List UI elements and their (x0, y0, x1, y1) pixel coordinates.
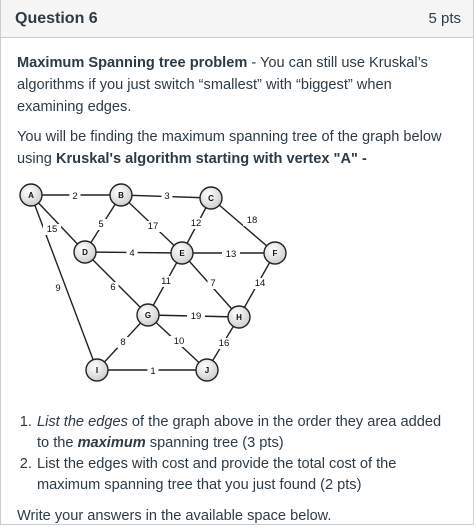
node-label-J: J (204, 366, 210, 375)
instruction-1-emphasis: List the edges (37, 414, 128, 430)
edge-weight-A-B: 2 (72, 191, 78, 202)
node-H (228, 306, 250, 328)
edge-weight-D-E: 4 (129, 248, 135, 259)
graph-svg (13, 176, 313, 398)
node-G (137, 304, 159, 326)
node-B (110, 184, 132, 206)
edge-weight-B-E: 17 (147, 221, 159, 232)
edge-weight-C-E: 12 (190, 218, 202, 229)
node-label-I: I (95, 366, 99, 375)
task-prefix: You will be finding the maximum spanning tree of the graph below using (17, 129, 442, 167)
node-label-H: H (236, 313, 242, 322)
question-header (1, 0, 473, 38)
node-label-G: G (144, 311, 152, 320)
node-label-E: E (179, 249, 185, 258)
graph-figure (13, 176, 313, 398)
instructions-list (17, 412, 457, 496)
task-paragraph (17, 126, 457, 170)
edge-weight-E-F: 13 (225, 249, 237, 260)
node-label-B: B (118, 191, 124, 200)
node-label-A: A (28, 191, 34, 200)
edge-weight-C-F: 18 (246, 215, 258, 226)
answer-instruction: Write your answers in the available space below. (17, 508, 332, 524)
edge-weight-E-H: 7 (210, 278, 216, 289)
instruction-1-text-b: spanning tree (3 pts) (145, 435, 284, 451)
edge-weight-G-I: 8 (120, 337, 126, 348)
node-I (86, 359, 108, 381)
node-F (264, 242, 286, 264)
edge-A-D (31, 195, 85, 252)
question-points: 5 pts (428, 10, 461, 27)
edge-weight-B-D: 5 (98, 219, 104, 230)
edge-weight-I-J: 1 (150, 366, 156, 377)
edge-weight-A-D: 15 (46, 224, 58, 235)
node-C (200, 187, 222, 209)
question-title: Question 6 (15, 9, 98, 27)
edge-weight-B-C: 3 (164, 191, 170, 202)
node-D (74, 241, 96, 263)
edge-weight-G-J: 10 (173, 336, 185, 347)
intro-paragraph (17, 52, 457, 118)
edge-weight-F-H: 14 (254, 278, 266, 289)
question-body (1, 38, 473, 527)
edge-A-I (31, 195, 97, 370)
intro-heading: Maximum Spanning tree problem (17, 55, 248, 71)
instruction-item-2: 2. List the edges with cost and provide the total cost of the maximum spanning tree that you just found (2 pts) (36, 454, 457, 496)
node-A (20, 184, 42, 206)
edge-weight-E-G: 11 (161, 276, 171, 287)
edge-weight-H-J: 16 (218, 338, 230, 349)
instruction-1-text-a: of the graph above in the order they area added to the (37, 414, 442, 451)
instruction-1-strong: maximum (77, 435, 146, 451)
node-label-F: F (272, 249, 278, 258)
node-J (196, 359, 218, 381)
node-label-D: D (82, 248, 88, 257)
task-bold: Kruskal's algorithm starting with vertex "A" - (55, 151, 367, 167)
node-E (171, 242, 193, 264)
intro-text: - You can still use Kruskal’s algorithms if you just switch “smallest” with “biggest” when examining edges. (17, 55, 428, 115)
node-label-C: C (208, 194, 214, 203)
edge-weight-D-G: 6 (110, 282, 116, 293)
instruction-item-1 (36, 412, 457, 454)
edge-weight-A-I: 9 (55, 283, 61, 294)
edge-weight-G-H: 19 (190, 311, 202, 322)
